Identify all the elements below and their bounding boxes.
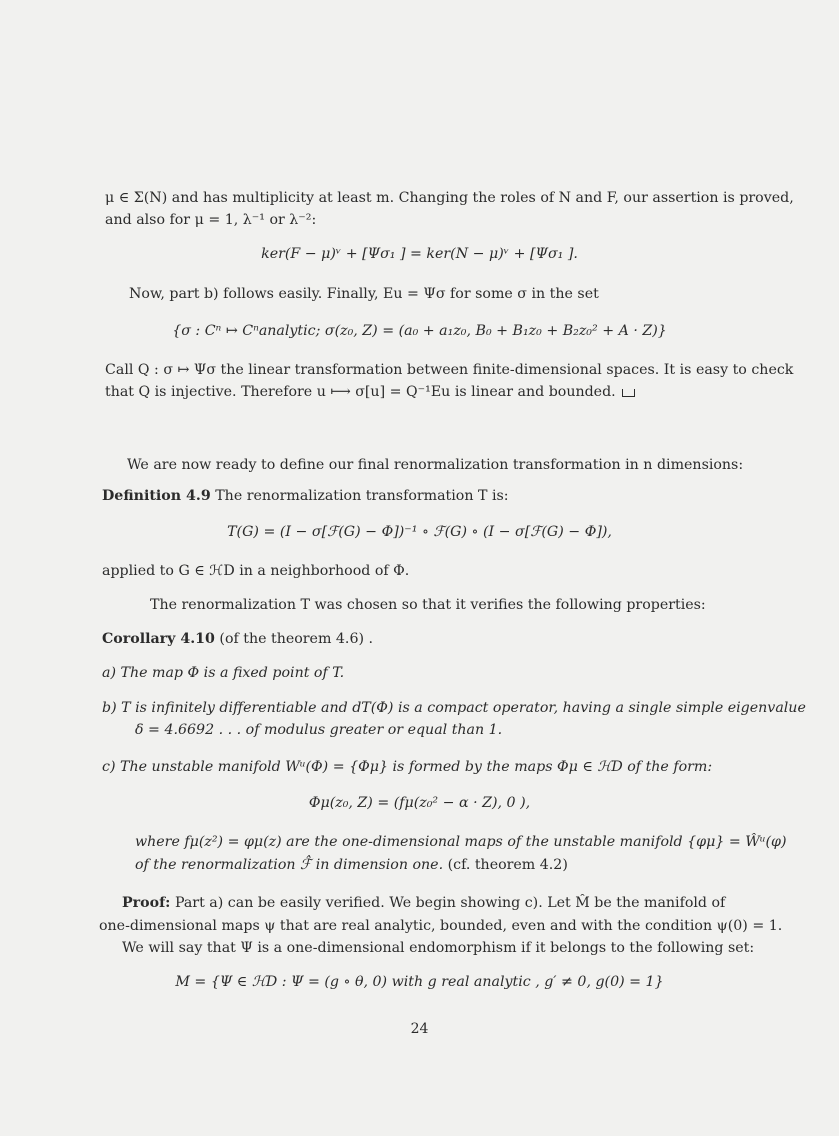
paragraph-text: that Q is injective. Therefore u ⟼ σ[u] = Q⁻¹Eu is linear and bounded. [105,384,616,400]
paragraph-line: μ ∈ Σ(N) and has multiplicity at least m. Changing the roles of N and F, our assertion is proved, [105,190,794,206]
corollary-item-c-cont: where fμ(z²) = φμ(z) are the one-dimensional maps of the unstable manifold {φμ} = Ŵᵘ(φ) [135,834,787,850]
equation-endomorphism-set: M = {Ψ ∈ ℋD : Ψ = (g ∘ θ, 0) with g real analytic , g′ ≠ 0, g(0) = 1} [175,974,664,990]
definition-line [102,487,509,505]
paragraph-line: We are now ready to define our final renormalization transformation in n dimensions: [127,457,744,473]
corollary-line [102,630,373,648]
page-number: 24 [410,1021,429,1037]
equation-set: {σ : Cⁿ ↦ Cⁿanalytic; σ(z₀, Z) = (a₀ + a₁z₀, B₀ + B₁z₀ + B₂z₀² + A · Z)} [172,323,667,339]
qed-icon [622,389,635,397]
paragraph-line [105,383,635,401]
corollary-item-b: b) T is infinitely differentiable and dT(Φ) is a compact operator, having a single simple eigenvalue [102,700,806,716]
corollary-item-c: c) The unstable manifold Wᵘ(Φ) = {Φμ} is formed by the maps Φμ ∈ ℋD of the form: [102,759,713,775]
proof-line [122,894,725,912]
equation-kernel: ker(F − μ)ᵛ + [Ψσ₁ ] = ker(N − μ)ᵛ + [Ψσ₁ ]. [261,246,578,262]
corollary-text: of the renormalization ℱ̂ in dimension one. [135,857,444,873]
paragraph-line: The renormalization T was chosen so that it verifies the following properties: [150,597,706,613]
corollary-label: Corollary 4.10 [102,631,215,647]
paragraph-line: and also for μ = 1, λ⁻¹ or λ⁻²: [105,212,317,228]
paragraph-line: Now, part b) follows easily. Finally, Eu = Ψσ for some σ in the set [129,286,599,302]
corollary-item-c-cont [135,856,568,874]
definition-label: Definition 4.9 [102,488,211,504]
proof-line: We will say that Ψ is a one-dimensional endomorphism if it belongs to the following set: [122,940,755,956]
definition-text: The renormalization transformation T is: [215,488,509,504]
equation-unstable-manifold: Φμ(z₀, Z) = (fμ(z₀² − α · Z), 0 ), [308,795,531,811]
proof-text: Part a) can be easily verified. We begin showing c). Let M̂ be the manifold of [174,895,726,911]
equation-renormalization: T(G) = (I − σ[ℱ(G) − Φ])⁻¹ ∘ ℱ(G) ∘ (I − σ[ℱ(G) − Φ]), [227,524,612,540]
paragraph-line: applied to G ∈ ℋD in a neighborhood of Φ. [102,563,410,579]
corollary-item-a: a) The map Φ is a fixed point of T. [102,665,345,681]
corollary-item-b-cont: δ = 4.6692 . . . of modulus greater or equal than 1. [135,722,503,738]
corollary-text: (of the theorem 4.6) . [219,631,374,647]
theorem-reference: (cf. theorem 4.2) [447,857,568,873]
proof-label: Proof: [122,895,171,911]
paragraph-line: Call Q : σ ↦ Ψσ the linear transformation between finite-dimensional spaces. It is easy to check [105,362,794,378]
proof-line: one-dimensional maps ψ that are real analytic, bounded, even and with the condition ψ(0) = 1. [99,918,783,934]
